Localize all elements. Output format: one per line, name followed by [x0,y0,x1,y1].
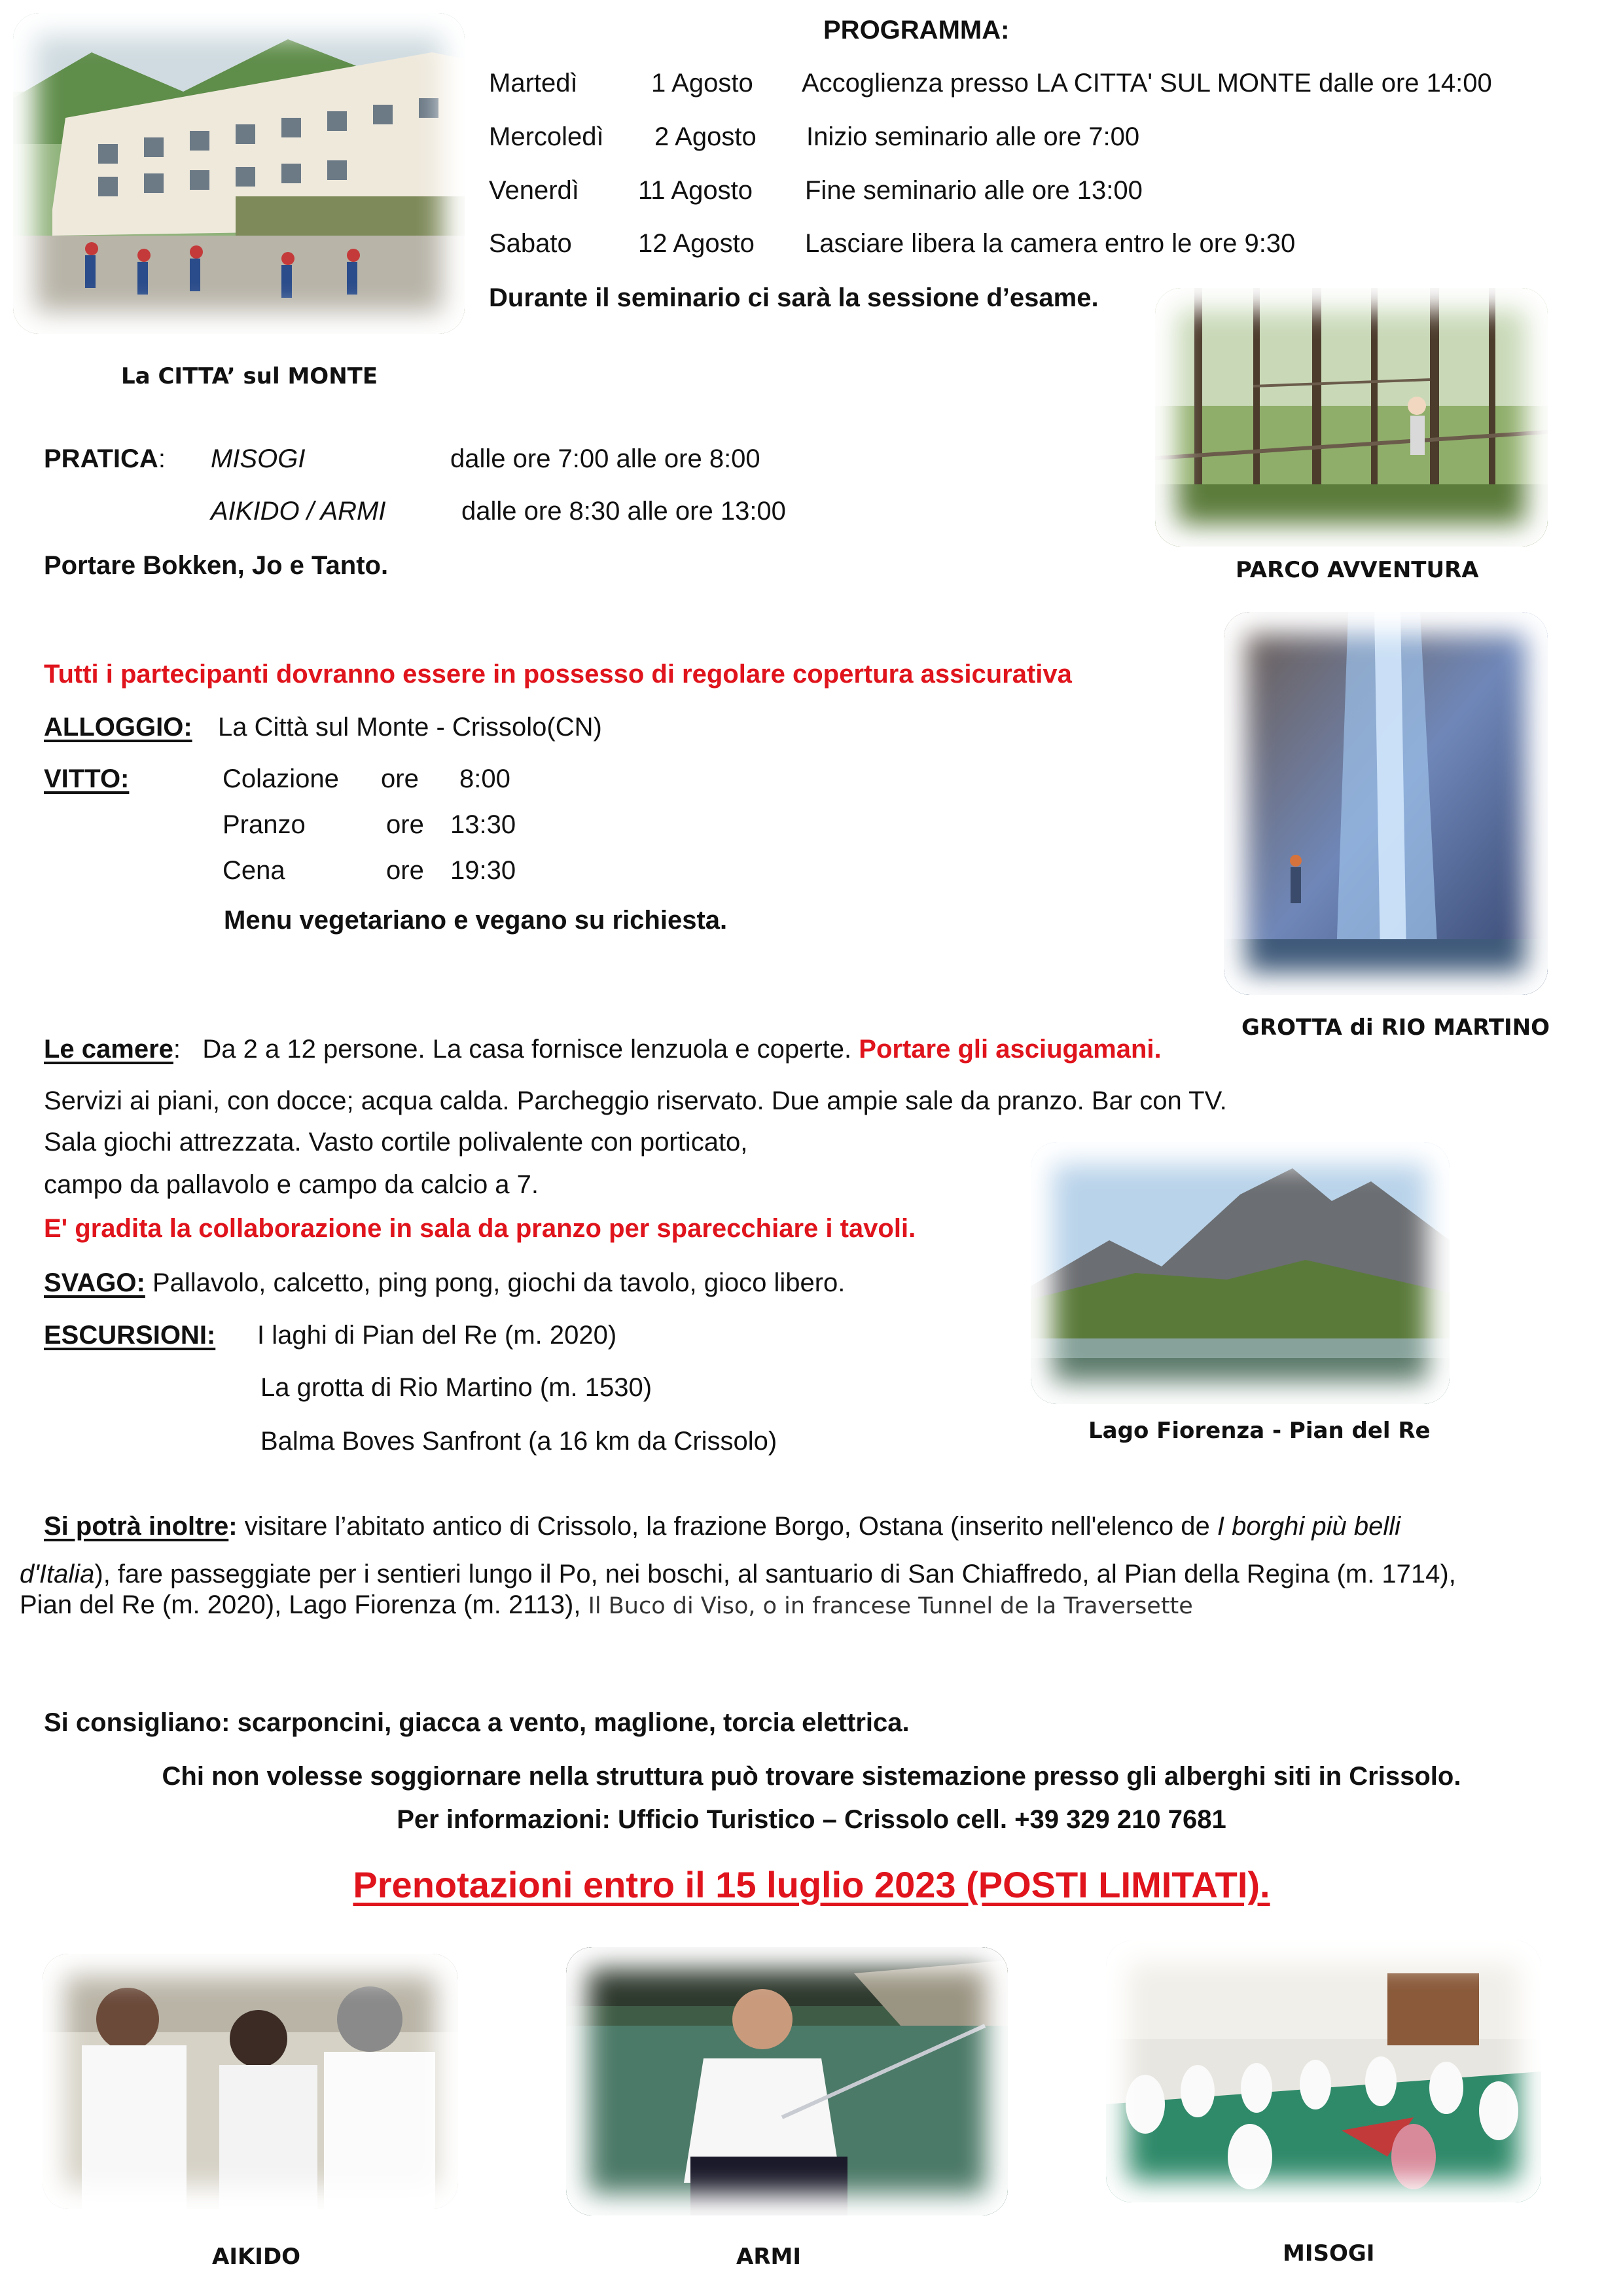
aikido-photo [43,1954,458,2209]
lago-fiorenza-photo [1031,1142,1450,1404]
pratica-time: dalle ore 8:30 alle ore 13:00 [461,497,786,526]
camere-asciugamani: Portare gli asciugamani. [859,1035,1162,1064]
camere-text: Da 2 a 12 persone. La casa fornisce lenzuola e coperte. [202,1035,852,1064]
escursione-item: Balma Boves Sanfront (a 16 km da Crissolo) [260,1427,777,1456]
caption-citta: La CITTA’ sul MONTE [121,363,378,389]
insurance-notice: Tutti i partecipanti dovranno essere in possesso di regolare copertura assicurativa [44,660,1072,689]
inoltre-line3: Pian del Re (m. 2020), Lago Fiorenza (m. 2113), Il Buco di Viso, o in francese Tunnel de la Traversette [20,1590,1193,1619]
programma-day: Venerdì [489,176,579,205]
camere-label: Le camere [44,1035,173,1064]
consigli-note: Si consigliano: scarponcini, giacca a vento, maglione, torcia elettrica. [44,1708,910,1737]
exam-note: Durante il seminario ci sarà la sessione d’esame. [489,283,1099,312]
meal-name: Pranzo [223,810,306,839]
programma-title: PROGRAMMA: [823,16,1010,45]
programma-day: Sabato [489,229,572,258]
programma-day: Martedì [489,69,578,98]
meal-time: 13:30 [450,810,516,839]
armi-photo [566,1947,1008,2215]
programma-date: 12 Agosto [638,229,755,258]
meal-ore: ore [386,856,424,885]
services-line: campo da pallavolo e campo da calcio a 7. [44,1170,539,1199]
collaboration-note: E' gradita la collaborazione in sala da pranzo per sparecchiare i tavoli. [44,1214,916,1243]
inoltre-line1: Si potrà inoltre: visitare l’abitato antico di Crissolo, la frazione Borgo, Ostana (inserito nell'elenco de I borghi più belli [44,1512,1401,1541]
escursione-item: I laghi di Pian del Re (m. 2020) [257,1321,617,1350]
caption-misogi: MISOGI [1283,2240,1375,2267]
pratica-name: MISOGI [211,444,306,473]
caption-armi: ARMI [736,2244,801,2270]
meal-name: Cena [223,856,285,885]
pratica-bring: Portare Bokken, Jo e Tanto. [44,551,389,580]
caption-parco: PARCO AVVENTURA [1236,557,1479,583]
meal-time: 8:00 [459,764,510,793]
meal-ore: ore [386,810,424,839]
programma-day: Mercoledì [489,122,604,151]
inoltre-line2: d'Italia), fare passeggiate per i sentieri lungo il Po, nei boschi, al santuario di San Chiaffredo, al Pian della Regina (m. 1714), [20,1560,1456,1588]
grotta-rio-martino-photo [1224,612,1548,995]
inoltre-label: Si potrà inoltre [44,1512,229,1541]
pratica-label: PRATICA: [44,444,166,473]
vitto-label: VITTO: [44,764,130,793]
programma-text: Fine seminario alle ore 13:00 [805,176,1143,205]
programma-date: 11 Agosto [638,176,753,205]
pratica-time: dalle ore 7:00 alle ore 8:00 [450,444,760,473]
caption-grotta: GROTTA di RIO MARTINO [1241,1014,1550,1041]
misogi-photo [1106,1941,1541,2202]
alberghi-note: Chi non volesse soggiornare nella struttura può trovare sistemazione presso gli alberghi siti in Crissolo. [162,1762,1461,1791]
services-line: Sala giochi attrezzata. Vasto cortile polivalente con porticato, [44,1128,748,1157]
programma-text: Lasciare libera la camera entro le ore 9:30 [805,229,1296,258]
svago-value: Pallavolo, calcetto, ping pong, giochi da tavolo, gioco libero. [145,1268,846,1297]
svago-label: SVAGO: [44,1268,145,1297]
caption-aikido: AIKIDO [212,2244,301,2270]
programma-text: Inizio seminario alle ore 7:00 [806,122,1140,151]
pratica-name: AIKIDO / ARMI [211,497,386,526]
escursione-item: La grotta di Rio Martino (m. 1530) [260,1373,652,1402]
alloggio-value: La Città sul Monte - Crissolo(CN) [218,713,602,742]
meal-time: 19:30 [450,856,516,885]
escursioni-label: ESCURSIONI: [44,1321,216,1350]
services-line: Servizi ai piani, con docce; acqua calda. Parcheggio riservato. Due ampie sale da pranzo. Bar con TV. [44,1086,1227,1115]
meal-name: Colazione [223,764,339,793]
camere-line: Le camere: Da 2 a 12 persone. La casa fornisce lenzuola e coperte. Portare gli asciugamani. [44,1035,1162,1064]
programma-text: Accoglienza presso LA CITTA' SUL MONTE dalle ore 14:00 [802,69,1492,98]
menu-note: Menu vegetariano e vegano su richiesta. [224,906,728,935]
parco-avventura-photo [1155,288,1548,547]
svago-line [44,1270,845,1296]
programma-date: 2 Agosto [654,122,757,151]
programma-date: 1 Agosto [651,69,753,98]
info-line: Per informazioni: Ufficio Turistico – Crissolo cell. +39 329 210 7681 [397,1805,1226,1834]
alloggio-label: ALLOGGIO: [44,713,192,742]
meal-ore: ore [381,764,419,793]
citta-sul-monte-photo [13,13,465,334]
caption-lago: Lago Fiorenza - Pian del Re [1088,1418,1431,1444]
prenotazioni-headline: Prenotazioni entro il 15 luglio 2023 (POSTI LIMITATI). [353,1864,1270,1905]
